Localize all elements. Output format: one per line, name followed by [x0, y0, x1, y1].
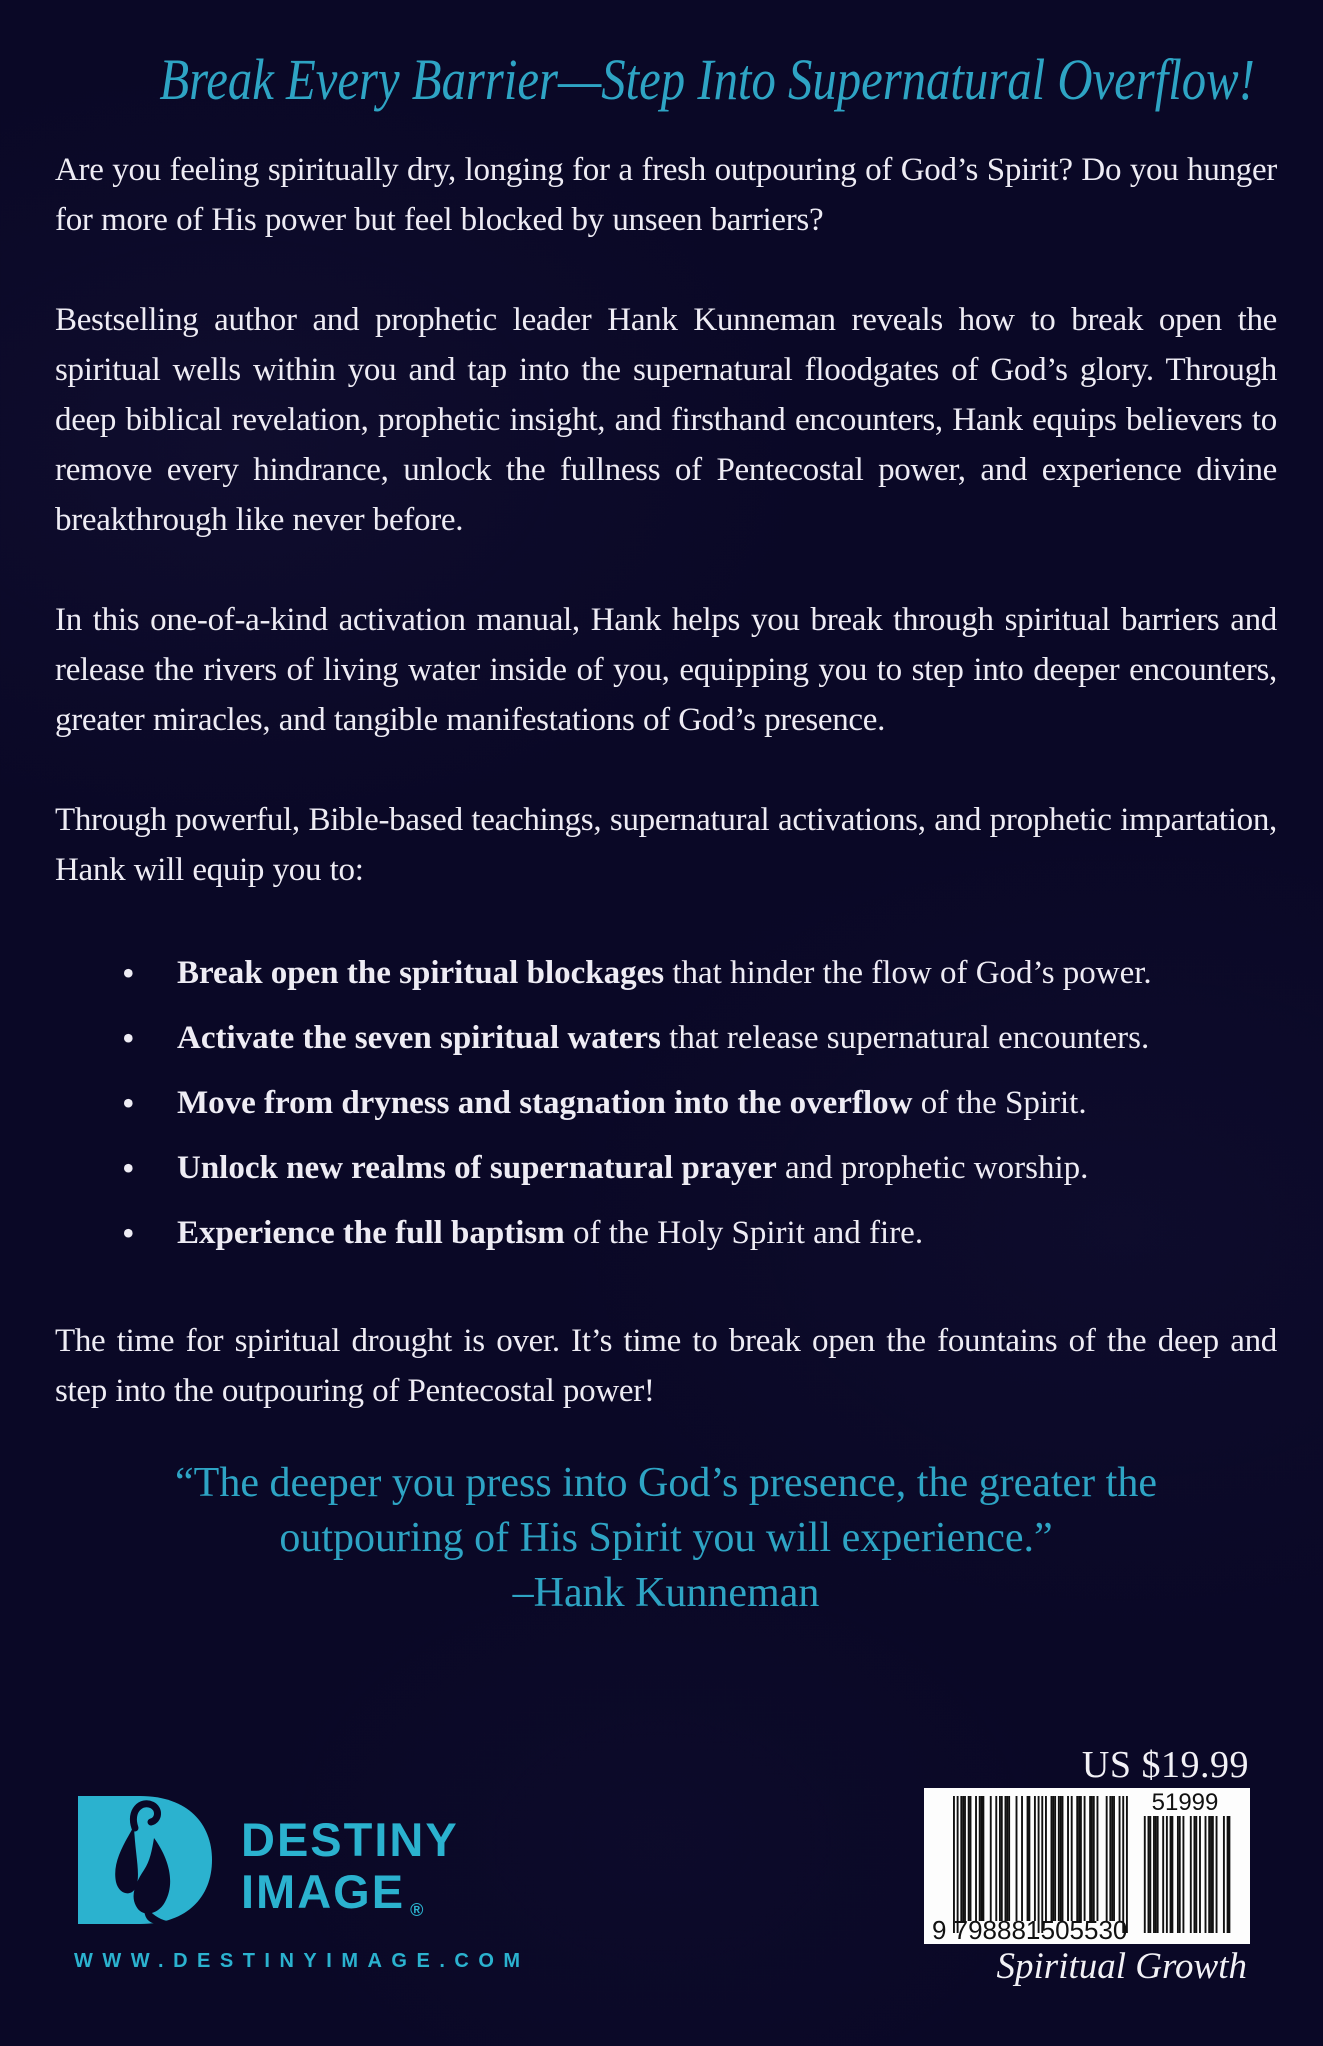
barcode-addon-digits: 51999: [1151, 1789, 1219, 1816]
publisher-logo: [74, 1794, 530, 1973]
publisher-logo-row: [74, 1794, 514, 1936]
headline-text: Break Every Barrier—Step Into Supernatural Overflow!: [159, 47, 1255, 112]
category-label: Spiritual Growth: [996, 1946, 1247, 1987]
bullet-rest-text: that release supernatural encounters.: [660, 1020, 1150, 1056]
bullet-rest-text: that hinder the flow of God’s power.: [664, 955, 1152, 991]
publisher-website: WWW.DESTINYIMAGE.COM: [74, 1950, 530, 1972]
paragraph-closing: The time for spiritual drought is over. It’s time to break open the fountains of the deep and step into the outpouring of Pentecostal power!: [55, 1323, 1277, 1409]
list-item: [122, 1071, 1277, 1136]
bullet-bold-text: Experience the full baptism: [177, 1215, 565, 1251]
barcode: [924, 1788, 1250, 1944]
pull-quote: [55, 1456, 1277, 1621]
list-item: [122, 1006, 1277, 1071]
destiny-image-d-flame-icon: [74, 1794, 214, 1926]
bullet-bold-text: Break open the spiritual blockages: [177, 955, 665, 991]
list-item: [122, 941, 1277, 1006]
bullet-bold-text: Activate the seven spiritual waters: [177, 1020, 661, 1056]
paragraph-activation-manual: In this one-of-a-kind activation manual, Hank helps you break through spiritual barriers and release the rivers of living water inside of you, equipping you to step into deeper encounters, greater miracles, and tangible manifestations of God’s presence.: [55, 602, 1277, 738]
list-item: [122, 1136, 1277, 1201]
publisher-name-line2: IMAGE: [241, 1865, 406, 1918]
isbn-digit-group1: 798881: [953, 1915, 1041, 1944]
quote-attribution: –Hank Kunneman: [512, 1570, 820, 1616]
paragraph-equip-intro: Through powerful, Bible-based teachings, supernatural activations, and prophetic impartation, Hank will equip you to:: [55, 802, 1277, 888]
price-label: US $19.99: [1081, 1744, 1249, 1786]
quote-line: outpouring of His Spirit you will experience.”: [279, 1515, 1053, 1561]
publisher-name: [241, 1794, 459, 1936]
bullet-list: [55, 941, 1277, 1266]
isbn-digit-group2: 505530: [1040, 1915, 1128, 1944]
bullet-bold-text: Move from dryness and stagnation into the overflow: [177, 1085, 913, 1121]
bullet-rest-text: of the Holy Spirit and fire.: [564, 1215, 924, 1251]
registered-trademark-icon: ®: [410, 1900, 424, 1920]
bullet-bold-text: Unlock new realms of supernatural prayer: [177, 1150, 777, 1186]
bullet-rest-text: of the Spirit.: [912, 1085, 1087, 1121]
paragraph-hook: Are you feeling spiritually dry, longing for a fresh outpouring of God’s Spirit? Do you hunger for more of His power but feel blocked by unseen barriers?: [55, 152, 1277, 238]
back-cover: [0, 46, 1323, 1621]
isbn-digit-lead: 9: [932, 1915, 947, 1944]
quote-line: “The deeper you press into God’s presence, the greater the: [175, 1460, 1157, 1506]
barcode-image: [924, 1788, 1250, 1944]
bullet-rest-text: and prophetic worship.: [776, 1150, 1089, 1186]
publisher-name-line1: DESTINY: [241, 1813, 459, 1866]
paragraph-author-intro: Bestselling author and prophetic leader Hank Kunneman reveals how to break open the spiritual wells within you and tap into the supernatural floodgates of God’s glory. Through deep biblical revelation, prophetic insight, and firsthand encounters, Hank equips believers to remove every hindrance, unlock the fullness of Pentecostal power, and experience divine breakthrough like never before.: [55, 302, 1277, 538]
headline: [55, 46, 1277, 113]
list-item: [122, 1201, 1277, 1266]
